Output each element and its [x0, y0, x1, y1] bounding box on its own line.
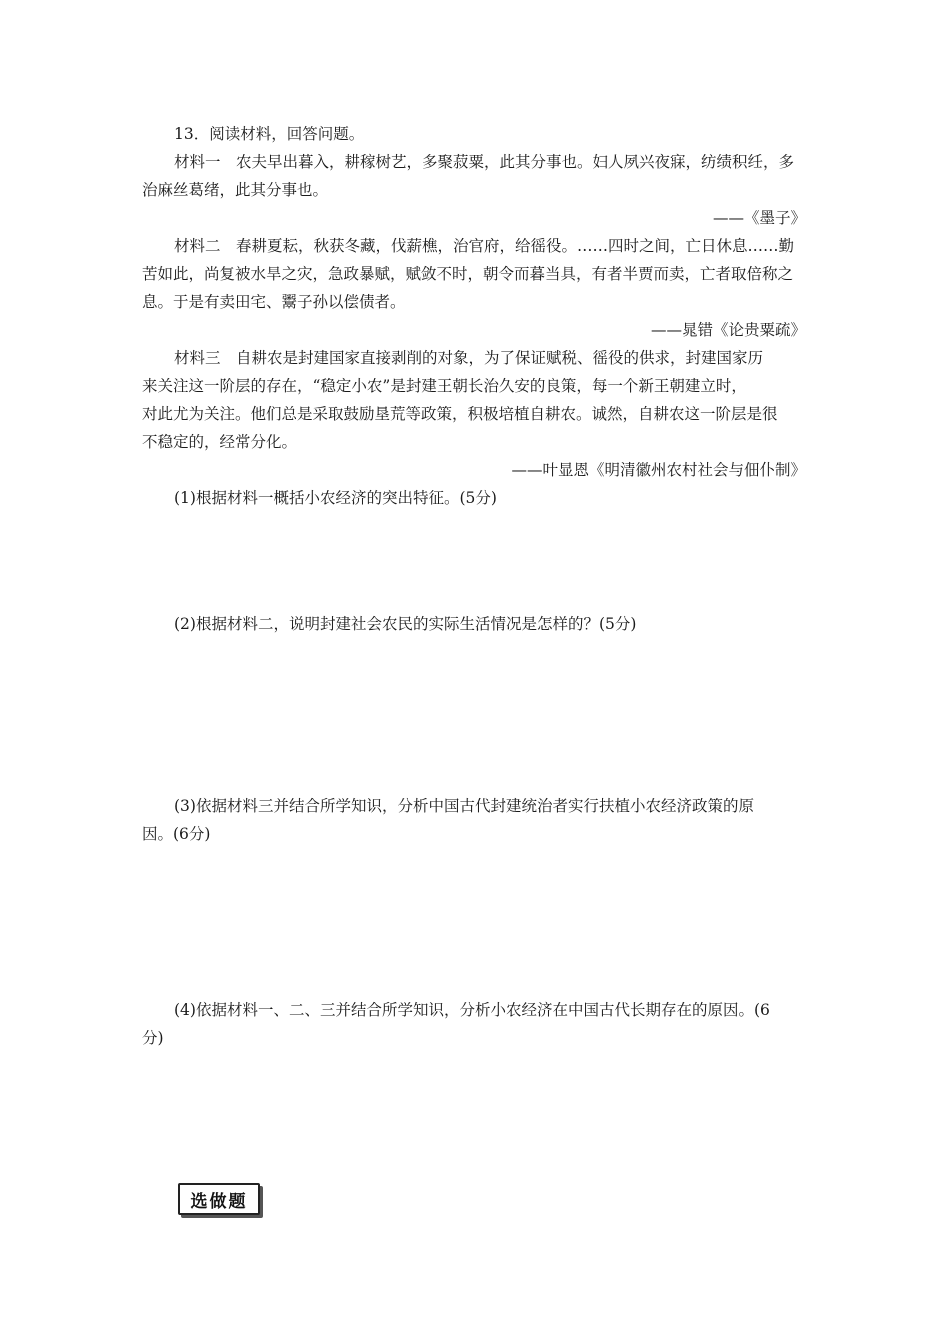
section-badge — [178, 1183, 260, 1215]
material1-source: ——《墨子》 — [712, 209, 806, 227]
subquestion-1: (1)根据材料一概括小农经济的突出特征。(5分) — [174, 489, 497, 507]
material3-line2: 来关注这一阶层的存在，“稳定小农”是封建王朝长治久安的良策，每一个新王朝建立时， — [142, 377, 747, 395]
material3-source: ——叶显恩《明清徽州农村社会与佃仆制》 — [511, 461, 806, 479]
question-stem: 13．阅读材料，回答问题。 — [174, 125, 365, 143]
material3-line4: 不稳定的，经常分化。 — [142, 433, 298, 451]
subquestion-4-line1: (4)依据材料一、二、三并结合所学知识，分析小农经济在中国古代长期存在的原因。(6 — [174, 1001, 770, 1019]
material2-line1: 材料二 春耕夏耘，秋获冬藏，伐薪樵，治官府，给徭役。……四时之间，亡日休息……勤 — [174, 237, 795, 255]
material1-line2: 治麻丝葛绪，此其分事也。 — [142, 181, 329, 199]
material3-line1: 材料三 自耕农是封建国家直接剥削的对象，为了保证赋税、徭役的供求，封建国家历 — [174, 349, 764, 367]
subquestion-3-line2: 因。(6分) — [142, 825, 211, 843]
subquestion-4-line2: 分) — [142, 1029, 164, 1047]
material1-line1: 材料一 农夫早出暮入，耕稼树艺，多聚菽粟，此其分事也。妇人夙兴夜寐，纺绩积纴，多 — [174, 153, 795, 171]
material3-line3: 对此尤为关注。他们总是采取鼓励垦荒等政策，积极培植自耕农。诚然，自耕农这一阶层是很 — [142, 405, 778, 423]
material2-source: ——晁错《论贵粟疏》 — [650, 321, 806, 339]
subquestion-3-line1: (3)依据材料三并结合所学知识，分析中国古代封建统治者实行扶植小农经济政策的原 — [174, 797, 754, 815]
material2-line2: 苦如此，尚复被水旱之灾，急政暴赋，赋敛不时，朝令而暮当具，有者半贾而卖，亡者取倍称之 — [142, 265, 794, 283]
section-badge-label: 选做题 — [190, 1191, 248, 1212]
subquestion-2: (2)根据材料二，说明封建社会农民的实际生活情况是怎样的？(5分) — [174, 615, 637, 633]
material2-line3: 息。于是有卖田宅、鬻子孙以偿债者。 — [142, 293, 406, 311]
